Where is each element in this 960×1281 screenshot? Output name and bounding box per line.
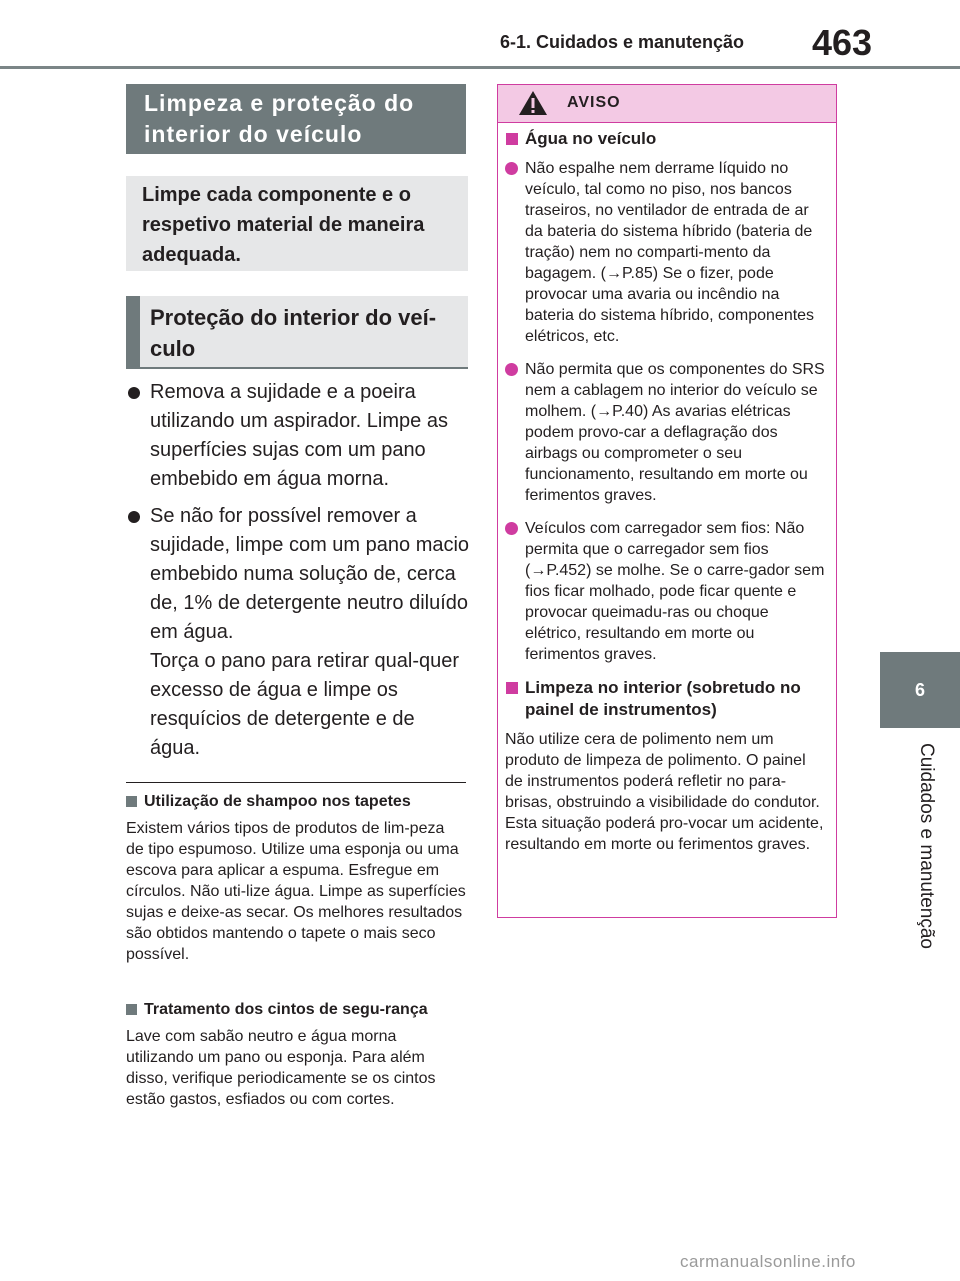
page-number: 463 xyxy=(812,22,873,63)
intro-box xyxy=(126,176,468,271)
shampoo-section xyxy=(126,792,466,965)
warning-content xyxy=(505,128,827,855)
section-heading: Utilização de shampoo nos tapetes xyxy=(126,792,466,812)
square-bullet-icon xyxy=(506,682,518,694)
intro-text: Limpe cada componente e o respetivo material de maneira adequada. xyxy=(142,184,425,266)
warning-bullet: Não permita que os componentes do SRS nem a cablagem no interior do veículo se molhem. (→P.40) As avarias elétricas podem provo-car a deflagração dos airbags ou comprometer o seu funcionamento, resultando em morte ou ferimentos graves. xyxy=(505,359,827,506)
warning-header xyxy=(498,85,836,123)
subtitle: Proteção do interior do veí-culo xyxy=(150,305,437,361)
list-item: Se não for possível remover a sujidade, limpe com um pano macio embebido numa solução de, cerca de, 1% de detergente neutro diluído em água. xyxy=(126,502,470,647)
section-header: 6-1. Cuidados e manutenção xyxy=(500,32,745,52)
section-text: Existem vários tipos de produtos de lim-peza de tipo espumoso. Utilize uma esponja ou uma escova para aplicar a espuma. Esfregue em círculos. Não uti-lize água. Limpe as superfícies sujas e deixe-as secar. Os melhores resultados são obtidos mantendo o tapete o mais seco possível. xyxy=(126,820,466,963)
main-title-box xyxy=(126,84,466,154)
chapter-number: 6 xyxy=(914,680,925,700)
warning-bullet: Não espalhe nem derrame líquido no veículo, tal como no piso, nos bancos traseiros, no ventilador de entrada de ar da bateria do sistema híbrido (bateria de tração) nem no comparti-mento da bagagem. (→P.85) Se o fizer, pode provocar uma avaria ou incêndio na bateria do sistema híbrido, componentes elétricos, etc. xyxy=(505,158,827,347)
bullet-icon xyxy=(128,511,140,523)
square-bullet-icon xyxy=(506,133,518,145)
bullet-icon xyxy=(505,162,518,175)
bullet-icon xyxy=(505,363,518,376)
section-text: Lave com sabão neutro e água morna utilizando um pano ou esponja. Para além disso, verifique periodicamente se os cintos estão gastos, esfiados ou com cortes. xyxy=(126,1028,436,1108)
square-bullet-icon xyxy=(126,1004,137,1015)
warning-section-heading: Água no veículo xyxy=(505,128,827,150)
chapter-tab xyxy=(880,652,960,728)
warning-bullet: Veículos com carregador sem fios: Não permita que o carregador sem fios (→P.452) se molhe. Se o carre-gador sem fios ficar molhado, pode ficar quente e provocar queimadu-ras ou choque elétrico, resultando em morte ou ferimentos graves. xyxy=(505,518,827,665)
seatbelt-section xyxy=(126,1000,466,1110)
chapter-title: Cuidados e manutenção xyxy=(916,743,937,949)
subtitle-box xyxy=(126,296,468,369)
warning-section-heading: Limpeza no interior (sobretudo no painel de instrumentos) xyxy=(505,677,827,721)
header-divider xyxy=(0,66,960,69)
bullet-icon xyxy=(128,387,140,399)
section-heading: Tratamento dos cintos de segu-rança xyxy=(126,1000,466,1020)
bullet-icon xyxy=(505,522,518,535)
square-bullet-icon xyxy=(126,796,137,807)
watermark: carmanualsonline.info xyxy=(680,1252,856,1271)
list-item-continuation: Torça o pano para retirar qual-quer excesso de água e limpe os resquícios de detergente e de água. xyxy=(150,650,460,759)
warning-triangle-icon xyxy=(518,90,548,116)
list-item: Remova a sujidade e a poeira utilizando um aspirador. Limpe as superfícies sujas com um pano embebido em água morna. xyxy=(126,378,470,494)
bullet-list xyxy=(126,378,470,771)
section-divider xyxy=(126,782,466,783)
warning-label: AVISO xyxy=(567,94,621,111)
main-title: Limpeza e proteção do interior do veículo xyxy=(144,90,415,147)
warning-text: Não utilize cera de polimento nem um produto de limpeza de polimento. O painel de instrumentos poderá refletir no para-brisas, obstruindo a visibilidade do condutor. Esta situação poderá pro-vocar um acidente, resultando em morte ou ferimentos graves. xyxy=(505,731,824,853)
